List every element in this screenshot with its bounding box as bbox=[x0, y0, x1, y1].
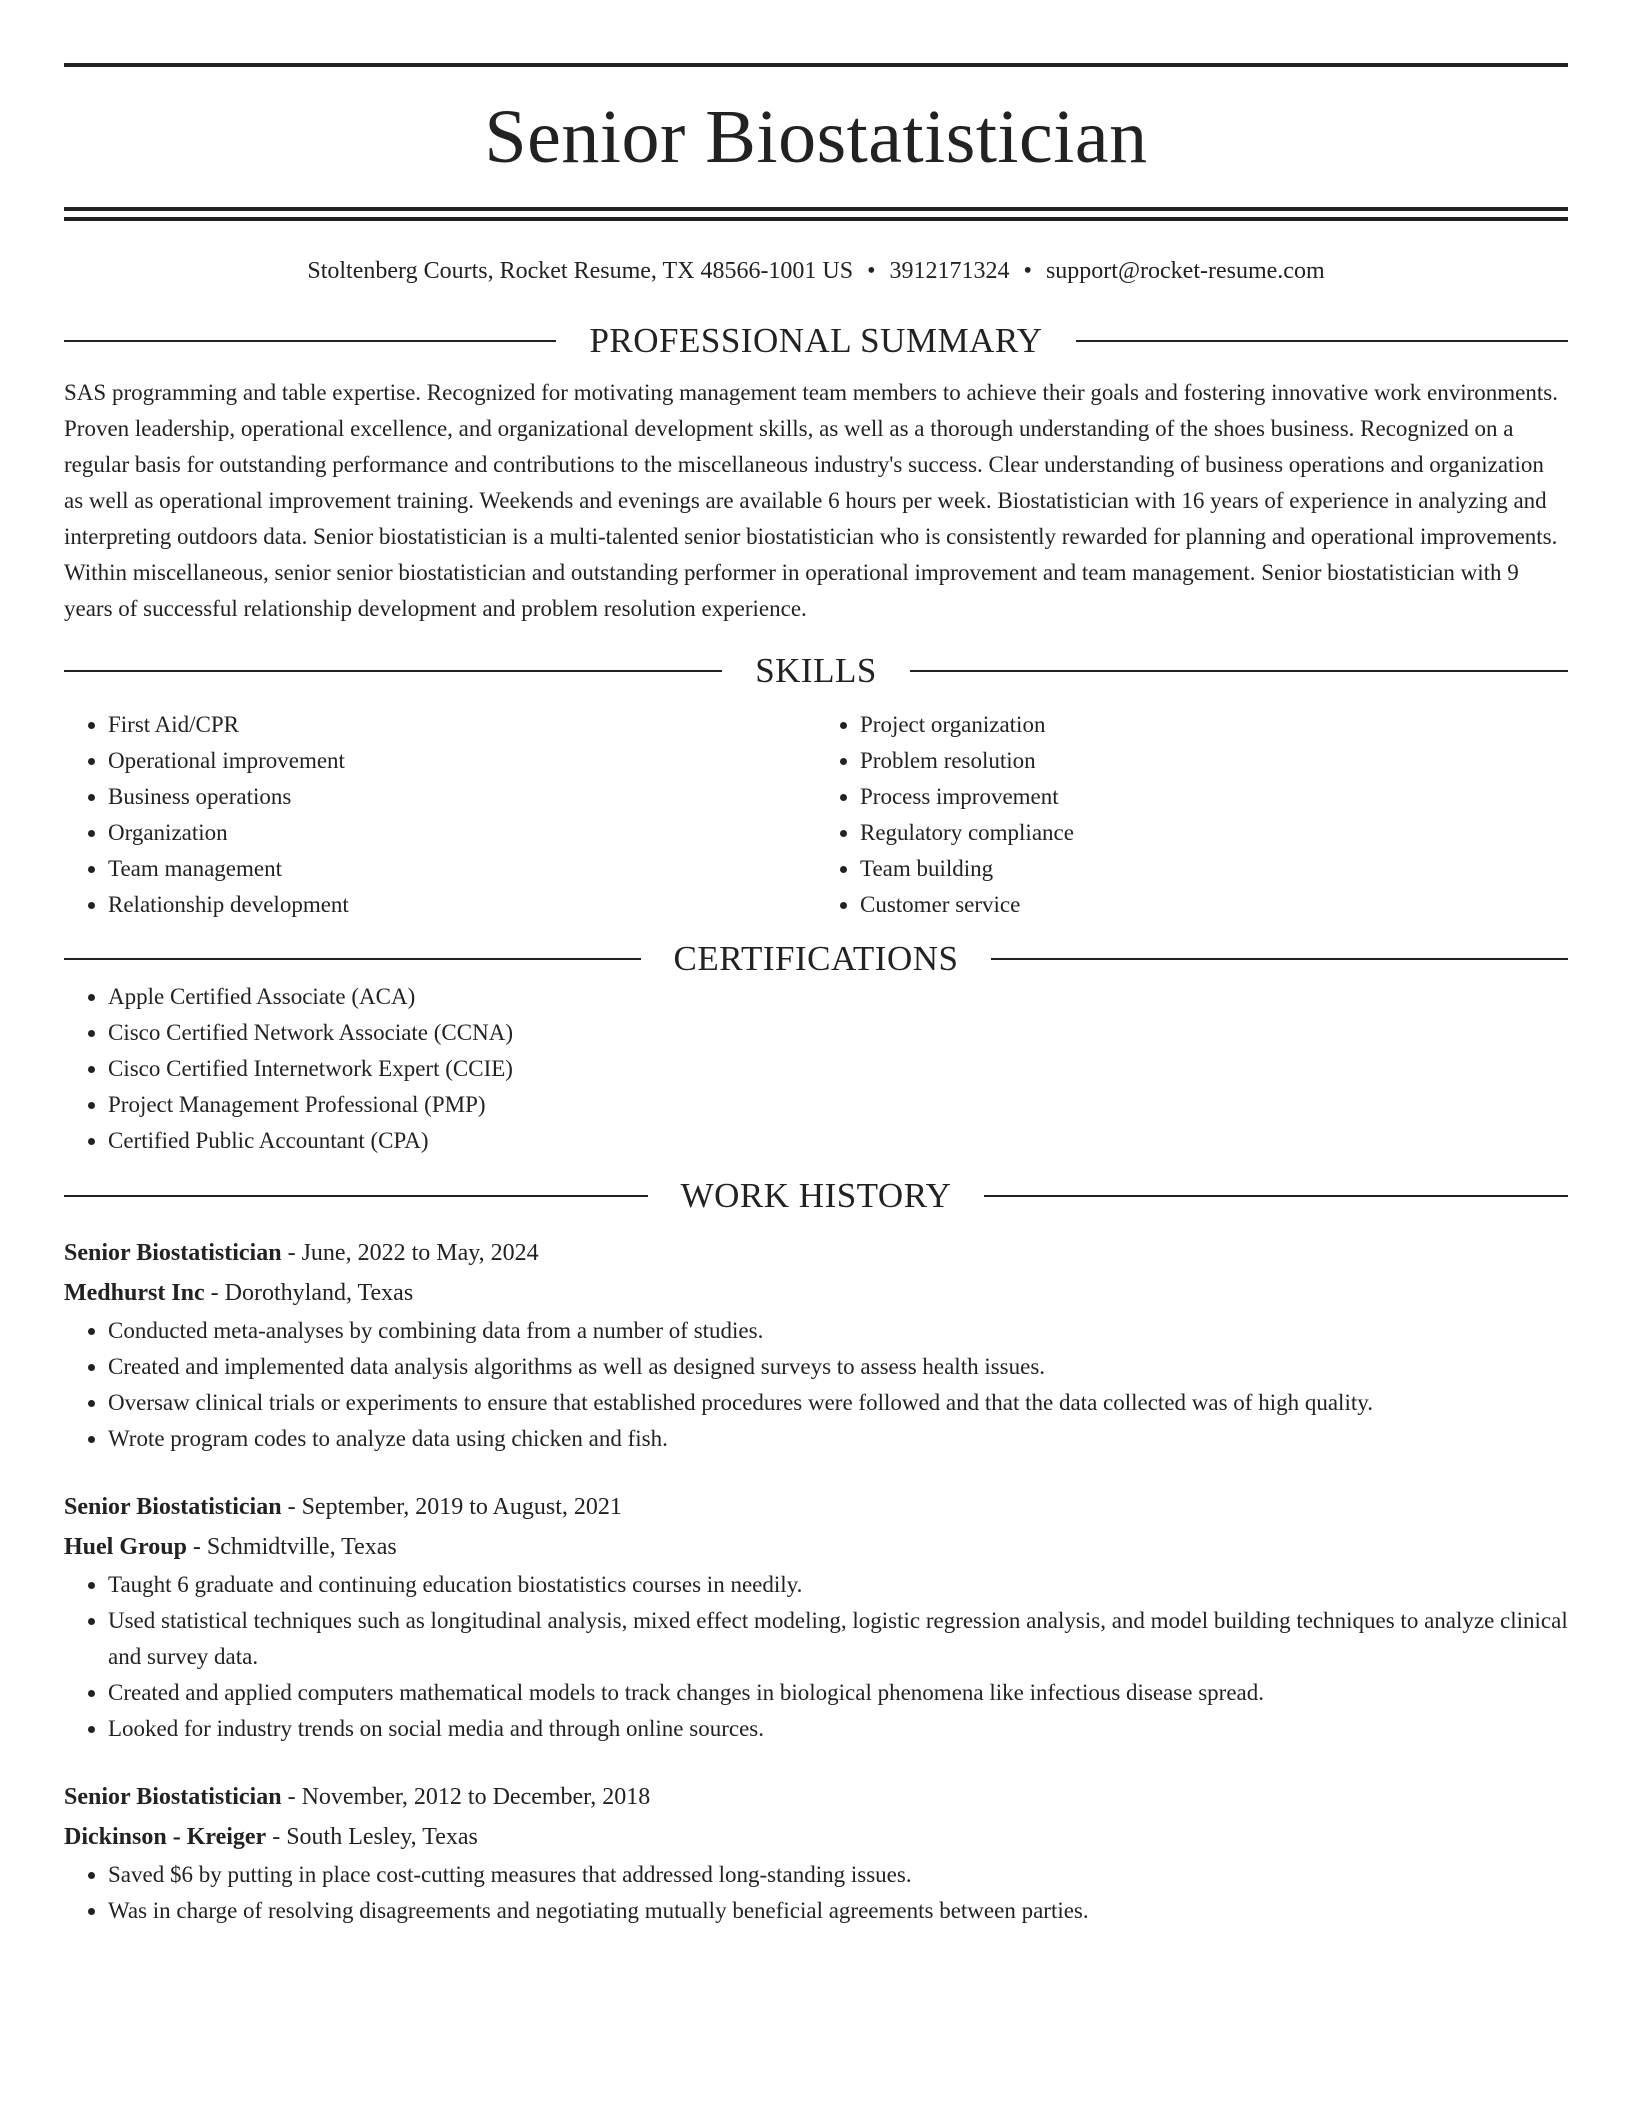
top-rule bbox=[64, 63, 1568, 67]
job-bullet: • Oversaw clinical trials or experiments to ensure that established procedures were followed and that the data collected was of high quality. bbox=[108, 1385, 1568, 1421]
job-bullet: • Created and applied computers mathematical models to track changes in biological phenomena like infectious disease spread. bbox=[108, 1675, 1568, 1711]
section-heading-label: CERTIFICATIONS bbox=[673, 939, 959, 978]
contact-email: support@rocket-resume.com bbox=[1045, 258, 1325, 284]
skill-item: • Regulatory compliance bbox=[860, 815, 1568, 851]
certification-item: • Cisco Certified Network Associate (CCNA) bbox=[108, 1015, 1568, 1051]
section-heading-label: PROFESSIONAL SUMMARY bbox=[589, 321, 1043, 360]
skill-item: • Organization bbox=[108, 815, 816, 851]
skill-item: • Team building bbox=[860, 851, 1568, 887]
skills-heading bbox=[64, 651, 1568, 691]
contact-separator: • bbox=[1023, 258, 1032, 284]
skill-item: • Operational improvement bbox=[108, 743, 816, 779]
work-history-heading bbox=[64, 1176, 1568, 1216]
contact-line bbox=[64, 257, 1568, 285]
job-company: Medhurst Inc bbox=[64, 1280, 205, 1306]
skill-item: • Project organization bbox=[860, 707, 1568, 743]
job-bullet: • Saved $6 by putting in place cost-cutting measures that addressed long-standing issues. bbox=[108, 1857, 1568, 1893]
job-location: - South Lesley, Texas bbox=[266, 1824, 478, 1850]
job-company: Huel Group bbox=[64, 1534, 187, 1560]
job-title: Senior Biostatistician bbox=[64, 1240, 282, 1266]
skill-item: • Customer service bbox=[860, 887, 1568, 923]
job-company-line bbox=[64, 1817, 1568, 1857]
job-bullet: • Looked for industry trends on social media and through online sources. bbox=[108, 1711, 1568, 1747]
contact-separator: • bbox=[867, 258, 876, 284]
skill-item: • First Aid/CPR bbox=[108, 707, 816, 743]
contact-address: Stoltenberg Courts, Rocket Resume, TX 48566-1001 US bbox=[307, 258, 854, 284]
job-title-line bbox=[64, 1233, 1568, 1273]
skill-item: • Relationship development bbox=[108, 887, 816, 923]
job-bullets bbox=[64, 1567, 1568, 1747]
job-dates: - November, 2012 to December, 2018 bbox=[281, 1784, 651, 1810]
job-location: - Dorothyland, Texas bbox=[204, 1280, 414, 1306]
skills-list bbox=[64, 707, 1568, 923]
skills-right-column bbox=[816, 707, 1568, 923]
certifications-heading bbox=[64, 939, 1568, 979]
certification-item: • Cisco Certified Internetwork Expert (CCIE) bbox=[108, 1051, 1568, 1087]
job-bullets bbox=[64, 1857, 1568, 1929]
job-title-line bbox=[64, 1777, 1568, 1817]
job-title-line bbox=[64, 1487, 1568, 1527]
skills-left-column bbox=[64, 707, 816, 923]
section-heading-label: WORK HISTORY bbox=[680, 1176, 952, 1215]
job-location: - Schmidtville, Texas bbox=[186, 1534, 397, 1560]
certification-item: • Project Management Professional (PMP) bbox=[108, 1087, 1568, 1123]
resume-name: Senior Biostatistician bbox=[484, 95, 1148, 179]
job-title: Senior Biostatistician bbox=[64, 1784, 282, 1810]
job-bullet: • Taught 6 graduate and continuing education biostatistics courses in needily. bbox=[108, 1567, 1568, 1603]
certification-item: • Apple Certified Associate (ACA) bbox=[108, 979, 1568, 1015]
job-bullet: • Wrote program codes to analyze data using chicken and fish. bbox=[108, 1421, 1568, 1457]
skill-item: • Process improvement bbox=[860, 779, 1568, 815]
job-bullet: • Was in charge of resolving disagreements and negotiating mutually beneficial agreements between parties. bbox=[108, 1893, 1568, 1929]
job-entry bbox=[64, 1487, 1568, 1747]
contact-phone: 3912171324 bbox=[889, 258, 1010, 284]
section-heading-label: SKILLS bbox=[755, 651, 877, 690]
job-bullet: • Conducted meta-analyses by combining data from a number of studies. bbox=[108, 1313, 1568, 1349]
skill-item: • Business operations bbox=[108, 779, 816, 815]
certification-item: • Certified Public Accountant (CPA) bbox=[108, 1123, 1568, 1159]
resume-page bbox=[64, 0, 1568, 1929]
name-double-rule bbox=[64, 207, 1568, 221]
job-bullet: • Used statistical techniques such as longitudinal analysis, mixed effect modeling, logistic regression analysis, and model building techniques to analyze clinical and survey data. bbox=[108, 1603, 1568, 1675]
job-dates: - September, 2019 to August, 2021 bbox=[281, 1494, 622, 1520]
job-bullet: • Created and implemented data analysis algorithms as well as designed surveys to assess health issues. bbox=[108, 1349, 1568, 1385]
job-dates: - June, 2022 to May, 2024 bbox=[281, 1240, 539, 1266]
summary-text: SAS programming and table expertise. Recognized for motivating management team members to achieve their goals and fostering innovative work environments. Proven leadership, operational excellence, and organizational development skills, as well as a thorough understanding of the shoes business. Recognized on a regular basis for outstanding performance and contributions to the miscellaneous industry's success. Clear understanding of business operations and organization as well as operational improvement training. Weekends and evenings are available 6 hours per week. Biostatistician with 16 years of experience in analyzing and interpreting outdoors data. Senior biostatistician is a multi-talented senior biostatistician who is consistently rewarded for planning and operational improvements. Within miscellaneous, senior senior biostatistician and outstanding performer in operational improvement and team management. Senior biostatistician with 9 years of successful relationship development and problem resolution experience. bbox=[64, 380, 1558, 621]
job-company-line bbox=[64, 1273, 1568, 1313]
job-entry bbox=[64, 1233, 1568, 1457]
job-title: Senior Biostatistician bbox=[64, 1494, 282, 1520]
job-bullets bbox=[64, 1313, 1568, 1457]
job-company: Dickinson - Kreiger bbox=[64, 1824, 267, 1850]
skill-item: • Problem resolution bbox=[860, 743, 1568, 779]
summary-heading bbox=[64, 321, 1568, 361]
skill-item: • Team management bbox=[108, 851, 816, 887]
job-company-line bbox=[64, 1527, 1568, 1567]
certifications-list bbox=[64, 979, 1568, 1159]
job-entry bbox=[64, 1777, 1568, 1929]
